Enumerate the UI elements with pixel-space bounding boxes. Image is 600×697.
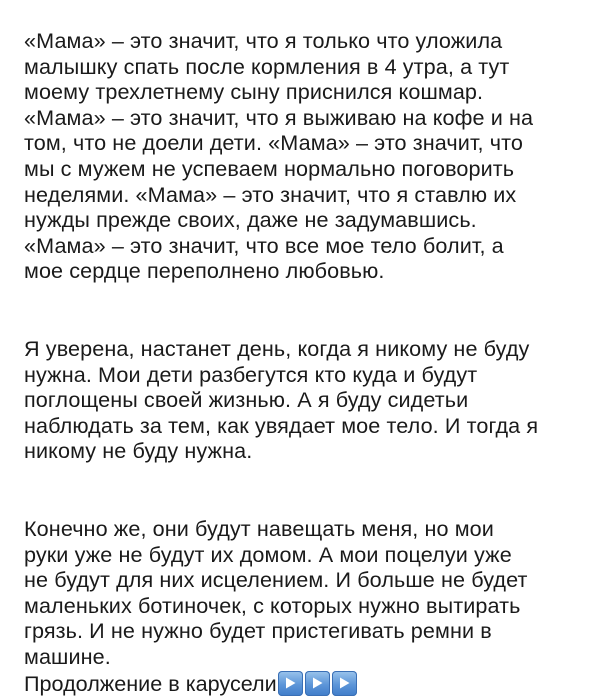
- carousel-continue-text: Продолжение в карусели: [24, 670, 277, 696]
- text-line: мы с мужем не успеваем нормально поговорить: [24, 155, 515, 181]
- text-line: машине.: [24, 643, 111, 669]
- text-line: том, что не доели дети. «Мама» – это значит, что: [24, 130, 523, 156]
- text-line: «Мама» – это значит, что я только что уложила: [24, 28, 503, 53]
- text-line: нужды прежде своих, даже не задумавшись.: [24, 207, 477, 233]
- text-line: мое сердце переполнено любовью.: [24, 258, 385, 284]
- text-line: неделями. «Мама» – это значит, что я ставлю их: [24, 181, 517, 207]
- text-line: нужна. Мои дети разбегутся кто куда и будут: [24, 361, 478, 387]
- text-line: Конечно же, они будут навещать меня, но мои: [24, 515, 494, 541]
- text-line: поглощены своей жизнью. А я буду сидетьи: [24, 387, 469, 413]
- text-line: «Мама» – это значит, что все мое тело болит, а: [24, 232, 504, 258]
- text-line: наблюдать за тем, как увядает мое тело. И тогда я: [24, 412, 539, 438]
- text-line: малышку спать после кормления в 4 утра, а тут: [24, 53, 510, 79]
- text-line: руки уже не будут их домом. А мои поцелуи уже: [24, 541, 512, 567]
- text-line: моему трехлетнему сыну приснился кошмар.: [24, 79, 484, 105]
- play-button-icon: [278, 671, 303, 696]
- carousel-continue-line: [24, 669, 576, 697]
- text-line: Я уверена, настанет день, когда я никому не буду: [24, 335, 530, 361]
- play-icons-group: [278, 671, 357, 696]
- text-line: «Мама» – это значит, что я выживаю на кофе и на: [24, 104, 534, 130]
- text-line: не будут для них исцелением. И больше не будет: [24, 567, 528, 593]
- play-button-icon: [305, 671, 330, 696]
- paragraph-3: [24, 516, 576, 670]
- text-line: грязь. И не нужно будет пристегивать ремни в: [24, 618, 492, 644]
- text-line: никому не буду нужна.: [24, 438, 253, 464]
- play-button-icon: [332, 671, 357, 696]
- paragraph-2: [24, 336, 576, 464]
- text-line: маленьких ботиночек, с которых нужно вытирать: [24, 592, 521, 618]
- paragraph-1: [24, 28, 576, 284]
